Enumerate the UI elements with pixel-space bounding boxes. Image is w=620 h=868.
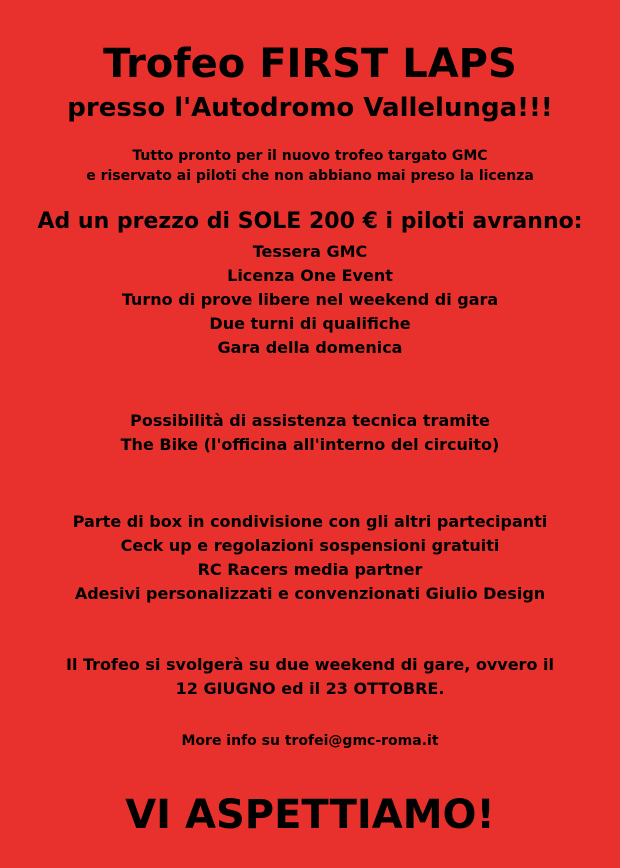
included-item: Tessera GMC (252, 242, 368, 261)
assistance-line: The Bike (l'officina all'interno del circuito) (120, 435, 500, 454)
schedule-line: 12 GIUGNO ed il 23 OTTOBRE. (175, 679, 445, 698)
assistance-line: Possibilità di assistenza tecnica tramite (130, 411, 490, 430)
included-item: Gara della domenica (217, 338, 403, 357)
included-item: Licenza One Event (227, 266, 393, 285)
poster-title: Trofeo FIRST LAPS (103, 41, 517, 87)
more-info-contact: More info su trofei@gmc-roma.it (181, 733, 439, 749)
extras-list (0, 510, 620, 606)
extras-item: Ceck up e regolazioni sospensioni gratuiti (120, 536, 500, 555)
included-list (0, 240, 620, 360)
schedule-line: Il Trofeo si svolgerà su due weekend di gare, ovvero il (66, 655, 554, 674)
closing-slogan: VI ASPETTIAMO! (125, 792, 495, 838)
extras-item: Parte di box in condivisione con gli altri partecipanti (72, 512, 548, 531)
intro-line: e riservato ai piloti che non abbiano mai preso la licenza (86, 168, 534, 184)
price-heading: Ad un prezzo di SOLE 200 € i piloti avranno: (37, 209, 583, 234)
assistance-text (0, 409, 620, 457)
extras-item: RC Racers media partner (197, 560, 423, 579)
included-item: Turno di prove libere nel weekend di gara (121, 290, 499, 309)
included-item: Due turni di qualifiche (209, 314, 411, 333)
extras-item: Adesivi personalizzati e convenzionati Giulio Design (74, 584, 546, 603)
poster-subtitle: presso l'Autodromo Vallelunga!!! (67, 93, 553, 123)
intro-line: Tutto pronto per il nuovo trofeo targato GMC (132, 148, 488, 164)
schedule-text (0, 653, 620, 701)
intro-text (0, 146, 620, 186)
